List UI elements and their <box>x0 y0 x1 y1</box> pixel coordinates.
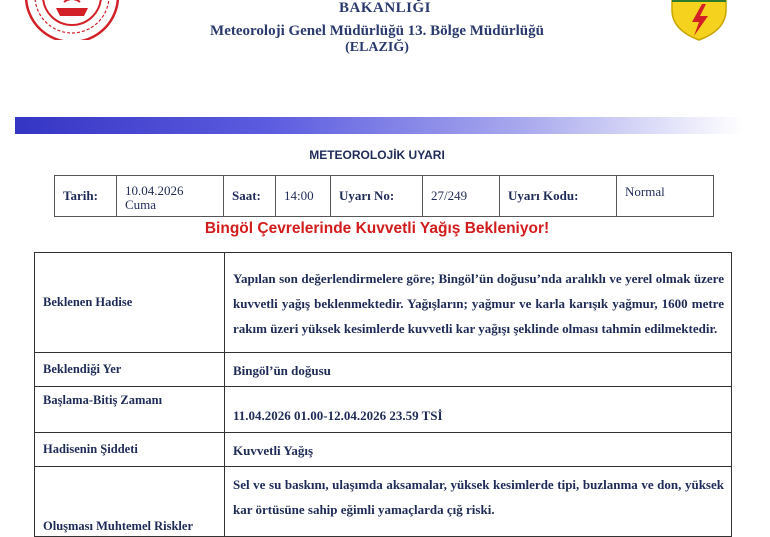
detail-row <box>35 467 732 537</box>
warning-code-value: Normal <box>617 176 714 217</box>
warning-code-label: Uyarı Kodu: <box>500 176 617 217</box>
date-value: 10.04.2026 <box>125 183 184 198</box>
detail-value: 11.04.2026 01.00-12.04.2026 23.59 TSİ <box>225 387 732 433</box>
header-banner <box>15 117 743 134</box>
warning-no-value: 27/249 <box>423 176 500 217</box>
warning-headline: Bingöl Çevrelerinde Kuvvetli Yağış Bekleniyor! <box>204 220 550 237</box>
ministry-name: BAKANLIĞI <box>338 0 432 16</box>
warning-meta-table <box>54 175 714 217</box>
detail-label: Beklenen Hadise <box>35 253 225 353</box>
time-value: 14:00 <box>276 176 331 217</box>
detail-label: Oluşması Muhtemel Riskler <box>35 467 225 537</box>
detail-label: Beklendiği Yer <box>35 353 225 387</box>
date-label: Tarih: <box>55 176 117 217</box>
detail-label: Başlama-Bitiş Zamanı <box>35 387 225 433</box>
date-cell <box>117 176 224 217</box>
regional-office-name: Meteoroloji Genel Müdürlüğü 13. Bölge Müdürlüğü <box>210 23 544 39</box>
detail-row <box>35 353 732 387</box>
detail-value: Sel ve su baskını, ulaşımda aksamalar, yüksek kesimlerde tipi, buzlanma ve don, yüksek kar örtüsüne sahip eğimli yamaçlarda çığ riski. <box>225 467 732 537</box>
warning-details-table <box>34 252 732 537</box>
detail-value: Kuvvetli Yağış <box>225 433 732 467</box>
office-city: (ELAZIĞ) <box>345 40 409 55</box>
warning-no-label: Uyarı No: <box>331 176 423 217</box>
time-label: Saat: <box>224 176 276 217</box>
detail-label: Hadisenin Şiddeti <box>35 433 225 467</box>
detail-value: Yapılan son değerlendirmelere göre; Bingöl’ün doğusu’nda aralıklı ve yerel olmak üzere kuvvetli yağış beklenmektedir. Yağışların; yağmur ve karla karışık yağmur, 1600 metre rakım üzeri yüksek kesimlerde kuvvetli kar yağışı şeklinde olması tahmin edilmektedir. <box>225 253 732 353</box>
detail-row <box>35 253 732 353</box>
detail-row <box>35 433 732 467</box>
detail-value: Bingöl’ün doğusu <box>225 353 732 387</box>
day-value: Cuma <box>125 197 157 212</box>
detail-row <box>35 387 732 433</box>
document-title: METEOROLOJİK UYARI <box>309 148 445 162</box>
